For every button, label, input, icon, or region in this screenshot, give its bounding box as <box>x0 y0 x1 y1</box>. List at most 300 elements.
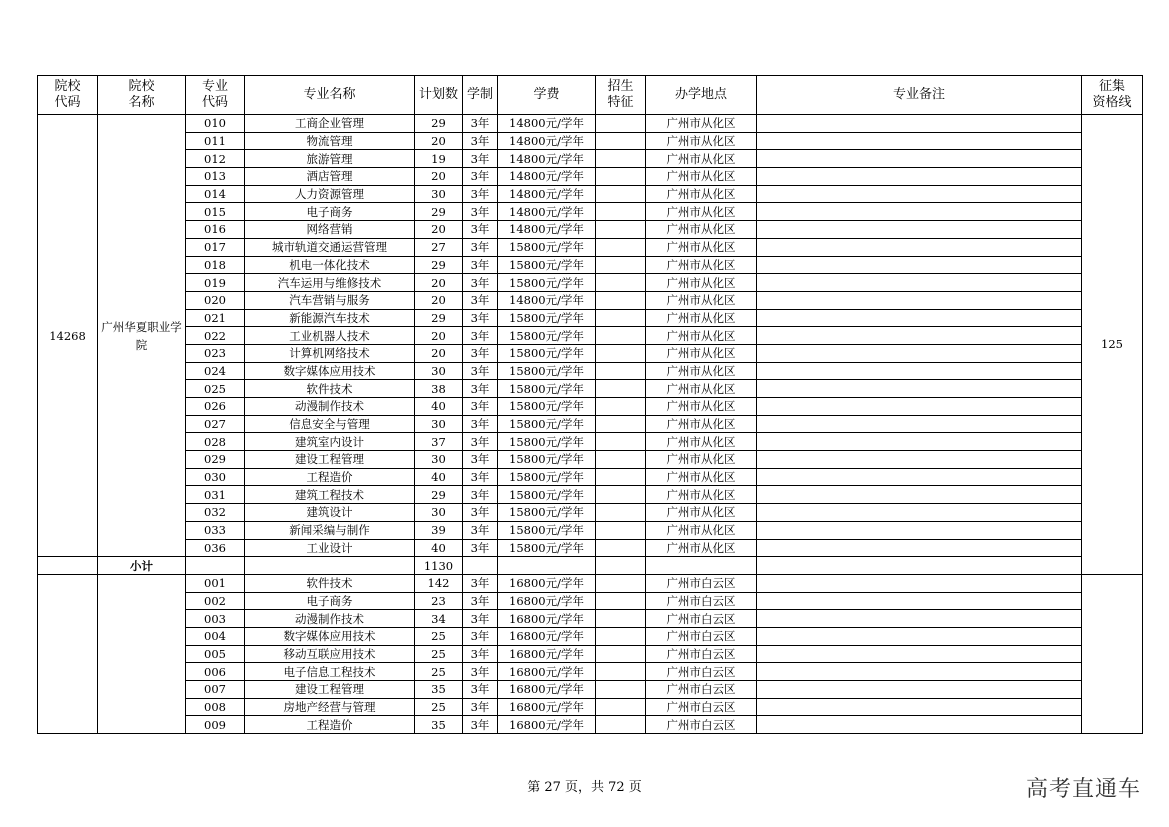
tuition-cell: 15800元/学年 <box>498 362 596 380</box>
tuition-cell: 15800元/学年 <box>498 238 596 256</box>
duration-cell: 3年 <box>463 362 498 380</box>
feature-cell <box>596 309 646 327</box>
location-cell: 广州市从化区 <box>646 327 757 345</box>
table-body <box>38 115 1143 734</box>
tuition-cell: 15800元/学年 <box>498 344 596 362</box>
watermark-text: 高考直通车 <box>1025 777 1141 802</box>
table-row <box>38 627 1143 645</box>
remark-cell <box>757 327 1082 345</box>
plan-count-cell: 30 <box>415 362 463 380</box>
feature-cell <box>596 451 646 469</box>
remark-cell <box>757 592 1082 610</box>
column-header: 专业 代码 <box>186 76 245 115</box>
tuition-cell: 14800元/学年 <box>498 185 596 203</box>
location-cell: 广州市从化区 <box>646 433 757 451</box>
major-name-cell: 酒店管理 <box>245 168 415 186</box>
table-row <box>38 362 1143 380</box>
tuition-cell: 16800元/学年 <box>498 592 596 610</box>
major-code-cell: 014 <box>186 185 245 203</box>
table-row <box>38 415 1143 433</box>
tuition-cell: 15800元/学年 <box>498 539 596 557</box>
feature-cell <box>596 238 646 256</box>
remark-cell <box>757 256 1082 274</box>
table-row <box>38 398 1143 416</box>
tuition-cell: 16800元/学年 <box>498 663 596 681</box>
subtotal-value: 1130 <box>415 557 463 575</box>
plan-count-cell: 25 <box>415 698 463 716</box>
tuition-cell: 14800元/学年 <box>498 291 596 309</box>
table-row <box>38 221 1143 239</box>
tuition-cell: 16800元/学年 <box>498 698 596 716</box>
table-row <box>38 645 1143 663</box>
duration-cell: 3年 <box>463 716 498 734</box>
remark-cell <box>757 451 1082 469</box>
location-cell: 广州市从化区 <box>646 344 757 362</box>
remark-cell <box>757 663 1082 681</box>
major-name-cell: 建筑工程技术 <box>245 486 415 504</box>
remark-cell <box>757 504 1082 522</box>
table-row <box>38 327 1143 345</box>
duration-cell: 3年 <box>463 468 498 486</box>
remark-cell <box>757 132 1082 150</box>
table-row <box>38 610 1143 628</box>
remark-cell <box>757 221 1082 239</box>
major-code-cell: 010 <box>186 115 245 133</box>
location-cell: 广州市从化区 <box>646 486 757 504</box>
major-code-cell: 021 <box>186 309 245 327</box>
plan-count-cell: 27 <box>415 238 463 256</box>
major-name-cell: 人力资源管理 <box>245 185 415 203</box>
remark-cell <box>757 415 1082 433</box>
major-name-cell: 数字媒体应用技术 <box>245 362 415 380</box>
table-row <box>38 504 1143 522</box>
location-cell: 广州市白云区 <box>646 716 757 734</box>
subtotal-empty-cell <box>38 557 98 575</box>
duration-cell: 3年 <box>463 309 498 327</box>
subtotal-empty-cell <box>498 557 596 575</box>
location-cell: 广州市白云区 <box>646 698 757 716</box>
duration-cell: 3年 <box>463 681 498 699</box>
plan-count-cell: 39 <box>415 521 463 539</box>
remark-cell <box>757 645 1082 663</box>
feature-cell <box>596 185 646 203</box>
remark-cell <box>757 521 1082 539</box>
table-row <box>38 185 1143 203</box>
plan-count-cell: 35 <box>415 681 463 699</box>
location-cell: 广州市从化区 <box>646 115 757 133</box>
plan-count-cell: 30 <box>415 451 463 469</box>
plan-count-cell: 40 <box>415 398 463 416</box>
major-name-cell: 新闻采编与制作 <box>245 521 415 539</box>
plan-count-cell: 20 <box>415 132 463 150</box>
major-name-cell: 工业机器人技术 <box>245 327 415 345</box>
location-cell: 广州市从化区 <box>646 415 757 433</box>
tuition-cell: 15800元/学年 <box>498 486 596 504</box>
major-name-cell: 建筑室内设计 <box>245 433 415 451</box>
school-code-cell <box>38 574 98 733</box>
column-header: 院校 名称 <box>98 76 186 115</box>
plan-count-cell: 30 <box>415 185 463 203</box>
major-name-cell: 新能源汽车技术 <box>245 309 415 327</box>
table-row <box>38 574 1143 592</box>
location-cell: 广州市从化区 <box>646 468 757 486</box>
feature-cell <box>596 380 646 398</box>
plan-count-cell: 35 <box>415 716 463 734</box>
column-header: 学制 <box>463 76 498 115</box>
major-code-cell: 007 <box>186 681 245 699</box>
location-cell: 广州市从化区 <box>646 451 757 469</box>
subtotal-empty-cell <box>463 557 498 575</box>
table-row <box>38 291 1143 309</box>
plan-count-cell: 30 <box>415 415 463 433</box>
major-code-cell: 018 <box>186 256 245 274</box>
duration-cell: 3年 <box>463 415 498 433</box>
remark-cell <box>757 344 1082 362</box>
location-cell: 广州市从化区 <box>646 256 757 274</box>
location-cell: 广州市白云区 <box>646 592 757 610</box>
plan-count-cell: 34 <box>415 610 463 628</box>
remark-cell <box>757 433 1082 451</box>
major-name-cell: 机电一体化技术 <box>245 256 415 274</box>
tuition-cell: 15800元/学年 <box>498 380 596 398</box>
table-row <box>38 274 1143 292</box>
column-header: 计划数 <box>415 76 463 115</box>
tuition-cell: 15800元/学年 <box>498 309 596 327</box>
major-code-cell: 027 <box>186 415 245 433</box>
major-code-cell: 028 <box>186 433 245 451</box>
column-header: 征集 资格线 <box>1082 76 1143 115</box>
tuition-cell: 14800元/学年 <box>498 221 596 239</box>
major-code-cell: 011 <box>186 132 245 150</box>
plan-count-cell: 30 <box>415 504 463 522</box>
table-row <box>38 150 1143 168</box>
table-row <box>38 203 1143 221</box>
plan-count-cell: 19 <box>415 150 463 168</box>
remark-cell <box>757 203 1082 221</box>
major-name-cell: 工程造价 <box>245 716 415 734</box>
remark-cell <box>757 238 1082 256</box>
tuition-cell: 16800元/学年 <box>498 627 596 645</box>
subtotal-empty-cell <box>596 557 646 575</box>
table-row <box>38 486 1143 504</box>
location-cell: 广州市白云区 <box>646 663 757 681</box>
admission-plan-table <box>37 75 1143 734</box>
column-header: 院校 代码 <box>38 76 98 115</box>
table-row <box>38 681 1143 699</box>
tuition-cell: 15800元/学年 <box>498 274 596 292</box>
table-row <box>38 663 1143 681</box>
remark-cell <box>757 627 1082 645</box>
school-name-cell <box>98 574 186 733</box>
major-code-cell: 033 <box>186 521 245 539</box>
tuition-cell: 14800元/学年 <box>498 150 596 168</box>
major-code-cell: 030 <box>186 468 245 486</box>
tuition-cell: 15800元/学年 <box>498 451 596 469</box>
major-name-cell: 物流管理 <box>245 132 415 150</box>
table-row <box>38 132 1143 150</box>
feature-cell <box>596 610 646 628</box>
location-cell: 广州市从化区 <box>646 238 757 256</box>
table-row <box>38 468 1143 486</box>
remark-cell <box>757 574 1082 592</box>
feature-cell <box>596 574 646 592</box>
column-header: 学费 <box>498 76 596 115</box>
major-name-cell: 建设工程管理 <box>245 451 415 469</box>
feature-cell <box>596 398 646 416</box>
remark-cell <box>757 362 1082 380</box>
tuition-cell: 15800元/学年 <box>498 504 596 522</box>
plan-count-cell: 25 <box>415 645 463 663</box>
tuition-cell: 15800元/学年 <box>498 327 596 345</box>
feature-cell <box>596 344 646 362</box>
feature-cell <box>596 486 646 504</box>
duration-cell: 3年 <box>463 150 498 168</box>
feature-cell <box>596 433 646 451</box>
duration-cell: 3年 <box>463 221 498 239</box>
duration-cell: 3年 <box>463 539 498 557</box>
plan-count-cell: 40 <box>415 468 463 486</box>
major-name-cell: 信息安全与管理 <box>245 415 415 433</box>
location-cell: 广州市从化区 <box>646 539 757 557</box>
location-cell: 广州市从化区 <box>646 150 757 168</box>
major-code-cell: 001 <box>186 574 245 592</box>
plan-count-cell: 25 <box>415 627 463 645</box>
feature-cell <box>596 539 646 557</box>
duration-cell: 3年 <box>463 592 498 610</box>
duration-cell: 3年 <box>463 327 498 345</box>
plan-count-cell: 29 <box>415 309 463 327</box>
major-code-cell: 003 <box>186 610 245 628</box>
major-code-cell: 019 <box>186 274 245 292</box>
major-name-cell: 动漫制作技术 <box>245 610 415 628</box>
feature-cell <box>596 504 646 522</box>
major-name-cell: 建筑设计 <box>245 504 415 522</box>
major-name-cell: 汽车营销与服务 <box>245 291 415 309</box>
feature-cell <box>596 274 646 292</box>
page-footer: 第 27 页，共 72 页 <box>527 780 642 795</box>
subtotal-empty-cell <box>646 557 757 575</box>
plan-count-cell: 20 <box>415 274 463 292</box>
feature-cell <box>596 645 646 663</box>
duration-cell: 3年 <box>463 698 498 716</box>
location-cell: 广州市白云区 <box>646 574 757 592</box>
column-header: 专业名称 <box>245 76 415 115</box>
table-row <box>38 433 1143 451</box>
duration-cell: 3年 <box>463 168 498 186</box>
plan-count-cell: 20 <box>415 221 463 239</box>
table-header <box>38 76 1143 115</box>
feature-cell <box>596 362 646 380</box>
duration-cell: 3年 <box>463 627 498 645</box>
plan-count-cell: 40 <box>415 539 463 557</box>
major-code-cell: 020 <box>186 291 245 309</box>
threshold-cell: 125 <box>1082 115 1143 575</box>
duration-cell: 3年 <box>463 574 498 592</box>
remark-cell <box>757 380 1082 398</box>
major-name-cell: 电子商务 <box>245 203 415 221</box>
header-row <box>38 76 1143 115</box>
major-name-cell: 旅游管理 <box>245 150 415 168</box>
duration-cell: 3年 <box>463 451 498 469</box>
major-code-cell: 023 <box>186 344 245 362</box>
major-code-cell: 008 <box>186 698 245 716</box>
school-name-cell: 广州华夏职业学院 <box>98 115 186 557</box>
feature-cell <box>596 521 646 539</box>
tuition-cell: 15800元/学年 <box>498 256 596 274</box>
plan-count-cell: 20 <box>415 344 463 362</box>
tuition-cell: 15800元/学年 <box>498 433 596 451</box>
plan-count-cell: 23 <box>415 592 463 610</box>
feature-cell <box>596 716 646 734</box>
table-row <box>38 451 1143 469</box>
tuition-cell: 15800元/学年 <box>498 398 596 416</box>
major-code-cell: 015 <box>186 203 245 221</box>
tuition-cell: 16800元/学年 <box>498 610 596 628</box>
plan-count-cell: 29 <box>415 203 463 221</box>
location-cell: 广州市从化区 <box>646 504 757 522</box>
major-name-cell: 软件技术 <box>245 574 415 592</box>
major-code-cell: 009 <box>186 716 245 734</box>
table-row <box>38 238 1143 256</box>
major-name-cell: 数字媒体应用技术 <box>245 627 415 645</box>
remark-cell <box>757 185 1082 203</box>
feature-cell <box>596 291 646 309</box>
tuition-cell: 16800元/学年 <box>498 645 596 663</box>
subtotal-empty-cell <box>186 557 245 575</box>
location-cell: 广州市从化区 <box>646 380 757 398</box>
major-code-cell: 026 <box>186 398 245 416</box>
major-name-cell: 工程造价 <box>245 468 415 486</box>
subtotal-empty-cell <box>757 557 1082 575</box>
duration-cell: 3年 <box>463 663 498 681</box>
plan-count-cell: 20 <box>415 291 463 309</box>
tuition-cell: 16800元/学年 <box>498 716 596 734</box>
tuition-cell: 14800元/学年 <box>498 115 596 133</box>
table-row <box>38 592 1143 610</box>
duration-cell: 3年 <box>463 521 498 539</box>
tuition-cell: 14800元/学年 <box>498 168 596 186</box>
subtotal-row <box>38 557 1143 575</box>
feature-cell <box>596 115 646 133</box>
major-name-cell: 网络营销 <box>245 221 415 239</box>
location-cell: 广州市白云区 <box>646 627 757 645</box>
major-code-cell: 004 <box>186 627 245 645</box>
plan-count-cell: 25 <box>415 663 463 681</box>
major-name-cell: 建设工程管理 <box>245 681 415 699</box>
remark-cell <box>757 681 1082 699</box>
table-row <box>38 521 1143 539</box>
duration-cell: 3年 <box>463 185 498 203</box>
location-cell: 广州市从化区 <box>646 132 757 150</box>
feature-cell <box>596 698 646 716</box>
remark-cell <box>757 398 1082 416</box>
major-code-cell: 013 <box>186 168 245 186</box>
duration-cell: 3年 <box>463 274 498 292</box>
feature-cell <box>596 221 646 239</box>
plan-count-cell: 37 <box>415 433 463 451</box>
column-header: 招生 特征 <box>596 76 646 115</box>
major-code-cell: 025 <box>186 380 245 398</box>
tuition-cell: 15800元/学年 <box>498 415 596 433</box>
major-code-cell: 024 <box>186 362 245 380</box>
location-cell: 广州市白云区 <box>646 610 757 628</box>
duration-cell: 3年 <box>463 115 498 133</box>
duration-cell: 3年 <box>463 256 498 274</box>
major-name-cell: 软件技术 <box>245 380 415 398</box>
tuition-cell: 14800元/学年 <box>498 203 596 221</box>
major-name-cell: 汽车运用与维修技术 <box>245 274 415 292</box>
duration-cell: 3年 <box>463 504 498 522</box>
major-name-cell: 计算机网络技术 <box>245 344 415 362</box>
remark-cell <box>757 486 1082 504</box>
tuition-cell: 15800元/学年 <box>498 521 596 539</box>
location-cell: 广州市从化区 <box>646 291 757 309</box>
duration-cell: 3年 <box>463 645 498 663</box>
subtotal-label: 小计 <box>98 557 186 575</box>
feature-cell <box>596 468 646 486</box>
major-code-cell: 005 <box>186 645 245 663</box>
major-code-cell: 036 <box>186 539 245 557</box>
location-cell: 广州市从化区 <box>646 362 757 380</box>
plan-count-cell: 20 <box>415 327 463 345</box>
remark-cell <box>757 168 1082 186</box>
subtotal-empty-cell <box>245 557 415 575</box>
major-code-cell: 031 <box>186 486 245 504</box>
remark-cell <box>757 274 1082 292</box>
table-row <box>38 344 1143 362</box>
major-code-cell: 022 <box>186 327 245 345</box>
column-header: 专业备注 <box>757 76 1082 115</box>
duration-cell: 3年 <box>463 398 498 416</box>
location-cell: 广州市从化区 <box>646 185 757 203</box>
feature-cell <box>596 415 646 433</box>
location-cell: 广州市从化区 <box>646 221 757 239</box>
feature-cell <box>596 681 646 699</box>
remark-cell <box>757 150 1082 168</box>
tuition-cell: 16800元/学年 <box>498 681 596 699</box>
location-cell: 广州市从化区 <box>646 398 757 416</box>
feature-cell <box>596 168 646 186</box>
duration-cell: 3年 <box>463 486 498 504</box>
feature-cell <box>596 663 646 681</box>
feature-cell <box>596 150 646 168</box>
plan-count-cell: 29 <box>415 115 463 133</box>
major-name-cell: 移动互联应用技术 <box>245 645 415 663</box>
plan-count-cell: 20 <box>415 168 463 186</box>
remark-cell <box>757 539 1082 557</box>
duration-cell: 3年 <box>463 203 498 221</box>
remark-cell <box>757 309 1082 327</box>
table-row <box>38 380 1143 398</box>
major-name-cell: 动漫制作技术 <box>245 398 415 416</box>
tuition-cell: 16800元/学年 <box>498 574 596 592</box>
major-name-cell: 电子信息工程技术 <box>245 663 415 681</box>
major-name-cell: 房地产经营与管理 <box>245 698 415 716</box>
feature-cell <box>596 592 646 610</box>
table-row <box>38 256 1143 274</box>
duration-cell: 3年 <box>463 291 498 309</box>
feature-cell <box>596 327 646 345</box>
major-code-cell: 002 <box>186 592 245 610</box>
tuition-cell: 15800元/学年 <box>498 468 596 486</box>
duration-cell: 3年 <box>463 132 498 150</box>
major-name-cell: 电子商务 <box>245 592 415 610</box>
location-cell: 广州市从化区 <box>646 309 757 327</box>
feature-cell <box>596 627 646 645</box>
major-code-cell: 029 <box>186 451 245 469</box>
plan-count-cell: 142 <box>415 574 463 592</box>
location-cell: 广州市白云区 <box>646 681 757 699</box>
